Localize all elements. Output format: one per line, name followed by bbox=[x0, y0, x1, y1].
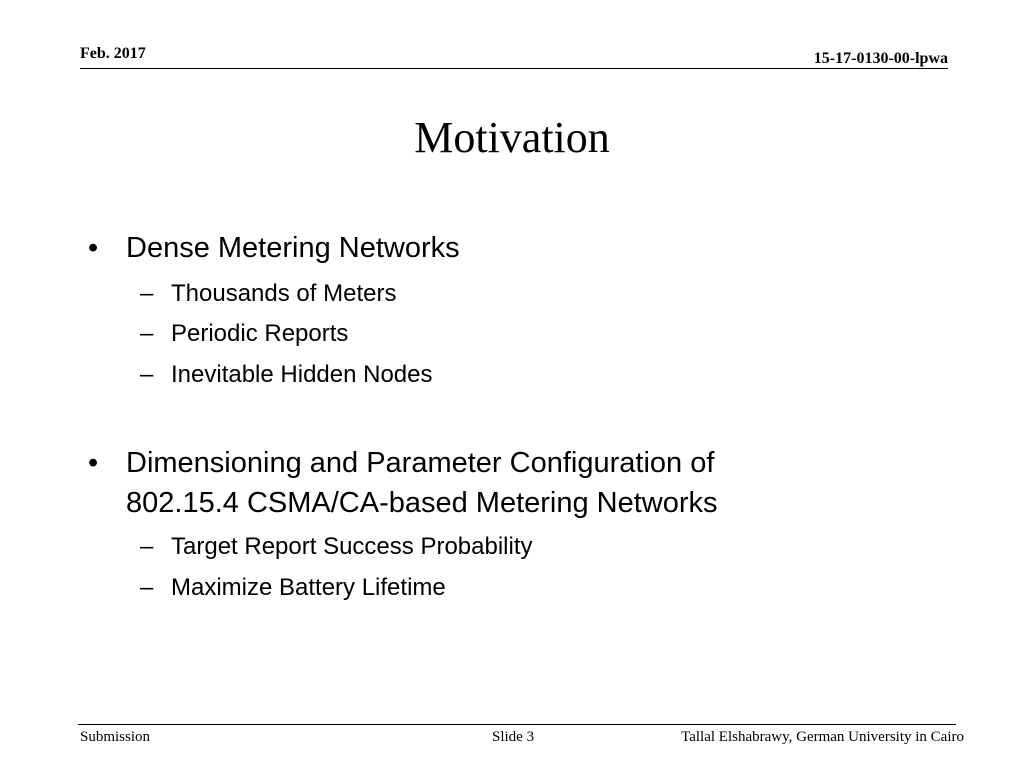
bullet-text-line-1: Dimensioning and Parameter Configuration of bbox=[126, 447, 715, 479]
bullet-text-line-2: 802.15.4 CSMA/CA-based Metering Networks bbox=[126, 487, 718, 519]
sub-bullet-text: Periodic Reports bbox=[171, 320, 349, 347]
bullet-marker: • bbox=[88, 232, 99, 264]
slide-title: Motivation bbox=[414, 113, 610, 162]
footer-author: Tallal Elshabrawy, German University in Cairo bbox=[681, 729, 964, 745]
header-document-id: 15-17-0130-00-lpwa bbox=[813, 50, 948, 67]
footer-submission: Submission bbox=[80, 729, 151, 745]
sub-bullet-text: Maximize Battery Lifetime bbox=[171, 574, 446, 601]
sub-bullet-text: Inevitable Hidden Nodes bbox=[171, 361, 433, 388]
sub-bullet-marker: – bbox=[140, 361, 154, 388]
sub-bullet-text: Target Report Success Probability bbox=[171, 533, 533, 560]
bullet-marker: • bbox=[88, 447, 99, 479]
sub-bullet-marker: – bbox=[140, 533, 154, 560]
sub-bullet-marker: – bbox=[140, 320, 154, 347]
sub-bullet-marker: – bbox=[140, 574, 154, 601]
footer-slide-number: Slide 3 bbox=[492, 729, 535, 745]
footer-divider bbox=[78, 724, 956, 725]
bullet-text: Dense Metering Networks bbox=[126, 232, 460, 264]
sub-bullet-text: Thousands of Meters bbox=[171, 280, 397, 307]
header-date: Feb. 2017 bbox=[80, 45, 146, 62]
sub-bullet-marker: – bbox=[140, 280, 154, 307]
